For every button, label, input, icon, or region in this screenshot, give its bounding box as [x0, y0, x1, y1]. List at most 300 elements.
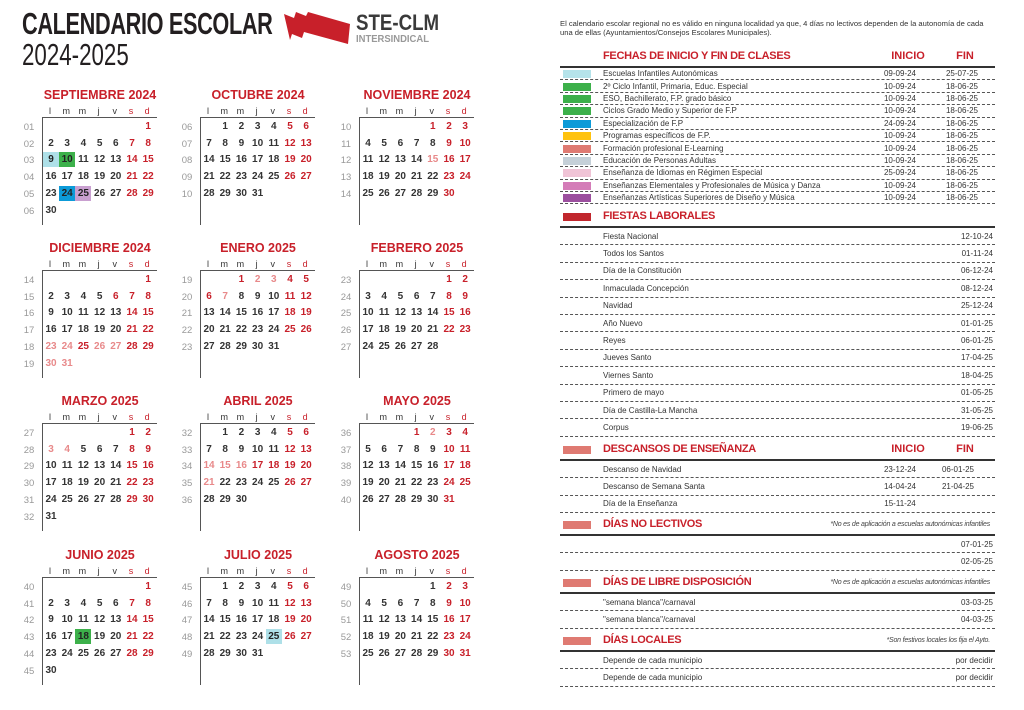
calendar-day[interactable]: 22: [142, 324, 154, 336]
calendar-day[interactable]: 2: [238, 581, 245, 592]
calendar-day[interactable]: 13: [394, 154, 406, 166]
calendar-day[interactable]: 27: [300, 631, 312, 643]
calendar-day[interactable]: 15: [427, 154, 439, 166]
calendar-day[interactable]: 2: [145, 427, 151, 438]
calendar-day[interactable]: 12: [362, 460, 374, 472]
calendar-day[interactable]: 27: [94, 493, 106, 505]
calendar-day[interactable]: 13: [300, 443, 312, 455]
calendar-day[interactable]: 15: [142, 307, 154, 319]
calendar-day[interactable]: 30: [235, 493, 247, 505]
calendar-day[interactable]: 6: [206, 290, 212, 302]
calendar-day[interactable]: 4: [462, 427, 468, 438]
calendar-day[interactable]: 25: [268, 171, 280, 183]
calendar-day[interactable]: 24: [61, 340, 73, 352]
calendar-day[interactable]: 16: [235, 614, 247, 626]
calendar-day[interactable]: 12: [300, 290, 312, 302]
calendar-day[interactable]: 30: [142, 493, 154, 505]
calendar-day[interactable]: 5: [96, 597, 103, 609]
calendar-day[interactable]: 21: [394, 477, 406, 489]
calendar-day[interactable]: 21: [203, 477, 215, 489]
calendar-day[interactable]: 26: [94, 340, 106, 352]
calendar-day[interactable]: 14: [394, 460, 406, 472]
calendar-day[interactable]: 17: [45, 477, 57, 489]
calendar-day[interactable]: 27: [394, 647, 406, 659]
calendar-day[interactable]: 16: [235, 460, 247, 472]
calendar-day[interactable]: 7: [413, 137, 420, 149]
calendar-day[interactable]: 6: [96, 443, 103, 455]
calendar-day[interactable]: 12: [94, 307, 106, 319]
calendar-day[interactable]: 5: [365, 443, 371, 455]
calendar-day[interactable]: 16: [45, 324, 57, 336]
calendar-day[interactable]: 9: [430, 443, 436, 455]
calendar-day[interactable]: 24: [443, 477, 455, 489]
calendar-day[interactable]: 29: [142, 340, 154, 352]
calendar-day[interactable]: 20: [300, 460, 312, 472]
calendar-day[interactable]: 3: [365, 290, 371, 302]
calendar-day[interactable]: 5: [96, 290, 103, 302]
calendar-day[interactable]: 6: [303, 427, 309, 438]
calendar-day[interactable]: 18: [268, 460, 280, 472]
calendar-day[interactable]: 12: [378, 614, 390, 626]
calendar-day[interactable]: 25: [362, 187, 374, 199]
calendar-day[interactable]: 25: [77, 647, 89, 659]
calendar-day[interactable]: 23: [45, 647, 57, 659]
calendar-day[interactable]: 13: [110, 154, 122, 166]
calendar-day[interactable]: 3: [254, 121, 261, 132]
calendar-day[interactable]: 8: [413, 443, 420, 455]
calendar-day[interactable]: 3: [462, 121, 468, 132]
calendar-day[interactable]: 30: [252, 340, 264, 352]
calendar-day[interactable]: 11: [284, 290, 296, 302]
calendar-day[interactable]: 4: [64, 443, 70, 455]
calendar-day[interactable]: 17: [61, 171, 73, 183]
calendar-day[interactable]: 9: [446, 137, 452, 149]
calendar-day[interactable]: 11: [378, 307, 390, 319]
calendar-day[interactable]: 27: [203, 340, 215, 352]
calendar-day[interactable]: 8: [129, 443, 135, 455]
calendar-day[interactable]: 3: [64, 290, 70, 302]
calendar-day[interactable]: 10: [459, 597, 471, 609]
calendar-day[interactable]: 15: [411, 460, 423, 472]
calendar-day[interactable]: 6: [113, 137, 119, 149]
calendar-day[interactable]: 5: [381, 597, 387, 609]
calendar-day[interactable]: 28: [203, 493, 215, 505]
calendar-day[interactable]: 11: [78, 154, 89, 166]
calendar-day[interactable]: 9: [48, 614, 54, 626]
calendar-day[interactable]: 28: [126, 340, 138, 352]
calendar-day[interactable]: 7: [129, 597, 135, 609]
calendar-day[interactable]: 29: [219, 647, 231, 659]
calendar-day[interactable]: 21: [219, 324, 231, 336]
calendar-day[interactable]: 15: [219, 614, 231, 626]
calendar-day[interactable]: 12: [94, 614, 106, 626]
calendar-day[interactable]: 28: [203, 187, 215, 199]
calendar-day[interactable]: 28: [126, 187, 138, 199]
calendar-day[interactable]: 30: [45, 664, 57, 676]
calendar-day[interactable]: 16: [443, 154, 455, 166]
calendar-day[interactable]: 29: [411, 493, 423, 505]
calendar-day[interactable]: 8: [430, 597, 436, 609]
calendar-day[interactable]: 20: [378, 477, 390, 489]
calendar-day[interactable]: 13: [94, 460, 106, 472]
calendar-day[interactable]: 5: [287, 581, 293, 592]
calendar-day[interactable]: 4: [80, 137, 87, 149]
calendar-day[interactable]: 7: [206, 443, 212, 455]
calendar-day[interactable]: 10: [252, 443, 264, 455]
calendar-day[interactable]: 24: [59, 186, 75, 201]
calendar-day[interactable]: 8: [446, 290, 452, 302]
calendar-day[interactable]: 3: [64, 597, 70, 609]
calendar-day[interactable]: 30: [235, 647, 247, 659]
calendar-day[interactable]: 17: [459, 614, 471, 626]
calendar-day[interactable]: 25: [266, 629, 282, 644]
calendar-day[interactable]: 22: [235, 324, 247, 336]
calendar-day[interactable]: 8: [145, 137, 151, 149]
calendar-day[interactable]: 10: [252, 137, 264, 149]
calendar-day[interactable]: 1: [129, 427, 135, 438]
calendar-day[interactable]: 11: [362, 614, 374, 626]
calendar-day[interactable]: 10: [61, 614, 73, 626]
calendar-day[interactable]: 19: [94, 171, 106, 183]
calendar-day[interactable]: 26: [378, 647, 390, 659]
calendar-day[interactable]: 3: [254, 427, 261, 438]
calendar-day[interactable]: 17: [362, 324, 374, 336]
calendar-day[interactable]: 29: [142, 187, 154, 199]
calendar-day[interactable]: 9: [238, 443, 245, 455]
calendar-day[interactable]: 26: [94, 187, 106, 199]
calendar-day[interactable]: 31: [268, 340, 280, 352]
calendar-day[interactable]: 28: [394, 493, 406, 505]
calendar-day[interactable]: 29: [427, 187, 439, 199]
calendar-day[interactable]: 28: [110, 493, 122, 505]
calendar-day[interactable]: 23: [235, 631, 247, 643]
calendar-day[interactable]: 7: [206, 597, 212, 609]
calendar-day[interactable]: 20: [411, 324, 423, 336]
calendar-day[interactable]: 23: [459, 324, 471, 336]
calendar-day[interactable]: 16: [459, 307, 471, 319]
calendar-day[interactable]: 23: [427, 477, 439, 489]
calendar-day[interactable]: 15: [427, 614, 439, 626]
calendar-day[interactable]: 21: [411, 171, 423, 183]
calendar-day[interactable]: 8: [145, 290, 151, 302]
calendar-day[interactable]: 8: [145, 597, 151, 609]
calendar-day[interactable]: 15: [443, 307, 455, 319]
calendar-day[interactable]: 18: [77, 324, 89, 336]
calendar-day[interactable]: 12: [284, 443, 296, 455]
calendar-day[interactable]: 24: [268, 324, 280, 336]
calendar-day[interactable]: 21: [110, 477, 122, 489]
calendar-day[interactable]: 16: [443, 614, 455, 626]
calendar-day[interactable]: 1: [145, 121, 151, 132]
calendar-day[interactable]: 26: [394, 340, 406, 352]
calendar-day[interactable]: 25: [77, 340, 89, 352]
calendar-day[interactable]: 20: [394, 631, 406, 643]
calendar-day[interactable]: 22: [142, 631, 154, 643]
calendar-day[interactable]: 27: [300, 477, 312, 489]
calendar-day[interactable]: 5: [381, 137, 387, 149]
calendar-day[interactable]: 10: [45, 460, 57, 472]
calendar-day[interactable]: 15: [142, 154, 154, 166]
calendar-day[interactable]: 14: [219, 307, 231, 319]
calendar-day[interactable]: 11: [61, 460, 73, 472]
calendar-day[interactable]: 3: [462, 581, 468, 592]
calendar-day[interactable]: 31: [61, 357, 73, 369]
calendar-day[interactable]: 24: [61, 647, 73, 659]
calendar-day[interactable]: 24: [252, 171, 264, 183]
calendar-day[interactable]: 23: [45, 340, 57, 352]
calendar-day[interactable]: 30: [45, 357, 57, 369]
calendar-day[interactable]: 10: [252, 597, 264, 609]
calendar-day[interactable]: 17: [252, 614, 264, 626]
calendar-day[interactable]: 2: [48, 137, 54, 149]
calendar-day[interactable]: 19: [300, 307, 312, 319]
calendar-day[interactable]: 17: [61, 324, 73, 336]
calendar-day[interactable]: 22: [427, 171, 439, 183]
calendar-day[interactable]: 29: [235, 340, 247, 352]
calendar-day[interactable]: 8: [238, 290, 245, 302]
calendar-day[interactable]: 22: [219, 631, 231, 643]
calendar-day[interactable]: 17: [252, 460, 264, 472]
calendar-day[interactable]: 28: [126, 647, 138, 659]
calendar-day[interactable]: 5: [397, 290, 404, 302]
calendar-day[interactable]: 4: [287, 274, 293, 285]
calendar-day[interactable]: 23: [252, 324, 264, 336]
calendar-day[interactable]: 23: [142, 477, 154, 489]
calendar-day[interactable]: 11: [459, 443, 471, 455]
calendar-day[interactable]: 19: [284, 154, 296, 166]
calendar-day[interactable]: 6: [413, 290, 420, 302]
calendar-day[interactable]: 16: [45, 171, 57, 183]
calendar-day[interactable]: 30: [427, 493, 439, 505]
calendar-day[interactable]: 17: [459, 154, 471, 166]
calendar-day[interactable]: 27: [110, 187, 122, 199]
calendar-day[interactable]: 28: [219, 340, 231, 352]
calendar-day[interactable]: 25: [284, 324, 296, 336]
calendar-day[interactable]: 1: [222, 581, 228, 592]
calendar-day[interactable]: 19: [94, 631, 106, 643]
calendar-day[interactable]: 24: [252, 631, 264, 643]
calendar-day[interactable]: 22: [427, 631, 439, 643]
calendar-day[interactable]: 26: [284, 477, 296, 489]
calendar-day[interactable]: 29: [142, 647, 154, 659]
calendar-day[interactable]: 26: [300, 324, 312, 336]
calendar-day[interactable]: 14: [427, 307, 439, 319]
calendar-day[interactable]: 29: [126, 493, 138, 505]
calendar-day[interactable]: 1: [446, 274, 452, 285]
calendar-day[interactable]: 15: [235, 307, 247, 319]
calendar-day[interactable]: 25: [268, 477, 280, 489]
calendar-day[interactable]: 7: [113, 443, 119, 455]
calendar-day[interactable]: 14: [203, 614, 215, 626]
calendar-day[interactable]: 18: [77, 171, 89, 183]
calendar-day[interactable]: 25: [75, 186, 91, 201]
calendar-day[interactable]: 9: [238, 597, 245, 609]
calendar-day[interactable]: 23: [45, 187, 57, 199]
calendar-day[interactable]: 24: [252, 477, 264, 489]
calendar-day[interactable]: 1: [145, 274, 151, 285]
calendar-day[interactable]: 16: [45, 631, 57, 643]
calendar-day[interactable]: 14: [411, 614, 423, 626]
calendar-day[interactable]: 12: [394, 307, 406, 319]
calendar-day[interactable]: 19: [394, 324, 406, 336]
calendar-day[interactable]: 2: [446, 121, 452, 132]
calendar-day[interactable]: 6: [303, 581, 309, 592]
calendar-day[interactable]: 25: [378, 340, 390, 352]
calendar-day[interactable]: 21: [126, 631, 138, 643]
calendar-day[interactable]: 16: [427, 460, 439, 472]
calendar-day[interactable]: 18: [75, 629, 91, 644]
calendar-day[interactable]: 10: [268, 290, 280, 302]
calendar-day[interactable]: 4: [381, 290, 387, 302]
calendar-day[interactable]: 10: [362, 307, 374, 319]
calendar-day[interactable]: 24: [459, 631, 471, 643]
calendar-day[interactable]: 14: [126, 614, 138, 626]
calendar-day[interactable]: 6: [397, 597, 404, 609]
calendar-day[interactable]: 25: [459, 477, 471, 489]
calendar-day[interactable]: 15: [219, 154, 231, 166]
calendar-day[interactable]: 10: [459, 137, 471, 149]
calendar-day[interactable]: 10: [59, 152, 75, 167]
calendar-day[interactable]: 17: [61, 631, 73, 643]
calendar-day[interactable]: 7: [206, 137, 212, 149]
calendar-day[interactable]: 26: [284, 631, 296, 643]
calendar-day[interactable]: 2: [446, 581, 452, 592]
calendar-day[interactable]: 7: [430, 290, 436, 302]
calendar-day[interactable]: 12: [77, 460, 89, 472]
calendar-day[interactable]: 5: [303, 274, 309, 285]
calendar-day[interactable]: 6: [113, 597, 119, 609]
calendar-day[interactable]: 15: [126, 460, 138, 472]
calendar-day[interactable]: 9: [446, 597, 452, 609]
calendar-day[interactable]: 9: [462, 290, 468, 302]
calendar-day[interactable]: 6: [381, 443, 387, 455]
calendar-day[interactable]: 11: [268, 443, 280, 455]
calendar-day[interactable]: 4: [271, 427, 277, 438]
calendar-day[interactable]: 23: [443, 171, 455, 183]
calendar-day[interactable]: 11: [78, 614, 89, 626]
calendar-day[interactable]: 5: [287, 427, 293, 438]
calendar-day[interactable]: 4: [271, 121, 277, 132]
calendar-day[interactable]: 10: [443, 443, 455, 455]
calendar-day[interactable]: 10: [61, 307, 73, 319]
calendar-day[interactable]: 26: [378, 187, 390, 199]
calendar-day[interactable]: 22: [443, 324, 455, 336]
calendar-day[interactable]: 27: [110, 647, 122, 659]
calendar-day[interactable]: 3: [48, 443, 54, 455]
calendar-day[interactable]: 8: [222, 597, 228, 609]
calendar-day[interactable]: 22: [411, 477, 423, 489]
calendar-day[interactable]: 24: [45, 493, 57, 505]
calendar-day[interactable]: 15: [142, 614, 154, 626]
calendar-day[interactable]: 11: [78, 307, 89, 319]
calendar-day[interactable]: 19: [378, 171, 390, 183]
calendar-day[interactable]: 1: [430, 581, 436, 592]
calendar-day[interactable]: 16: [235, 154, 247, 166]
calendar-day[interactable]: 19: [378, 631, 390, 643]
calendar-day[interactable]: 22: [142, 171, 154, 183]
calendar-day[interactable]: 20: [203, 324, 215, 336]
calendar-day[interactable]: 16: [142, 460, 154, 472]
calendar-day[interactable]: 31: [459, 647, 471, 659]
calendar-day[interactable]: 1: [430, 121, 436, 132]
calendar-day[interactable]: 2: [462, 274, 468, 285]
calendar-day[interactable]: 5: [287, 121, 293, 132]
calendar-day[interactable]: 11: [362, 154, 374, 166]
calendar-day[interactable]: 4: [80, 290, 87, 302]
calendar-day[interactable]: 20: [110, 631, 122, 643]
calendar-day[interactable]: 18: [362, 171, 374, 183]
calendar-day[interactable]: 6: [113, 290, 119, 302]
calendar-day[interactable]: 28: [411, 647, 423, 659]
calendar-day[interactable]: 1: [413, 427, 420, 438]
calendar-day[interactable]: 9: [238, 137, 245, 149]
calendar-day[interactable]: 19: [94, 324, 106, 336]
calendar-day[interactable]: 25: [61, 493, 73, 505]
calendar-day[interactable]: 21: [126, 171, 138, 183]
calendar-day[interactable]: 1: [222, 427, 228, 438]
calendar-day[interactable]: 20: [110, 171, 122, 183]
calendar-day[interactable]: 20: [110, 324, 122, 336]
calendar-day[interactable]: 6: [303, 121, 309, 132]
calendar-day[interactable]: 12: [284, 137, 296, 149]
calendar-day[interactable]: 26: [362, 493, 374, 505]
calendar-day[interactable]: 18: [284, 307, 296, 319]
calendar-day[interactable]: 12: [94, 154, 106, 166]
calendar-day[interactable]: 19: [284, 460, 296, 472]
calendar-day[interactable]: 31: [443, 493, 455, 505]
calendar-day[interactable]: 21: [411, 631, 423, 643]
calendar-day[interactable]: 14: [203, 154, 215, 166]
calendar-day[interactable]: 30: [235, 187, 247, 199]
calendar-day[interactable]: 11: [268, 597, 280, 609]
calendar-day[interactable]: 12: [284, 597, 296, 609]
calendar-day[interactable]: 20: [300, 154, 312, 166]
calendar-day[interactable]: 14: [203, 460, 215, 472]
calendar-day[interactable]: 17: [443, 460, 455, 472]
calendar-day[interactable]: 2: [430, 427, 436, 438]
calendar-day[interactable]: 9: [145, 443, 151, 455]
calendar-day[interactable]: 27: [300, 171, 312, 183]
calendar-day[interactable]: 29: [219, 493, 231, 505]
calendar-day[interactable]: 3: [254, 581, 261, 592]
calendar-day[interactable]: 18: [459, 460, 471, 472]
calendar-day[interactable]: 12: [378, 154, 390, 166]
calendar-day[interactable]: 31: [252, 647, 264, 659]
calendar-day[interactable]: 11: [268, 137, 280, 149]
calendar-day[interactable]: 14: [411, 154, 423, 166]
calendar-day[interactable]: 13: [394, 614, 406, 626]
calendar-day[interactable]: 26: [284, 171, 296, 183]
calendar-day[interactable]: 13: [110, 307, 122, 319]
calendar-day[interactable]: 30: [443, 187, 455, 199]
calendar-day[interactable]: 17: [268, 307, 280, 319]
calendar-day[interactable]: 21: [203, 631, 215, 643]
calendar-day[interactable]: 8: [430, 137, 436, 149]
calendar-day[interactable]: 24: [362, 340, 374, 352]
calendar-day[interactable]: 2: [238, 121, 245, 132]
calendar-day[interactable]: 20: [94, 477, 106, 489]
calendar-day[interactable]: 18: [268, 154, 280, 166]
calendar-day[interactable]: 21: [427, 324, 439, 336]
calendar-day[interactable]: 7: [397, 443, 404, 455]
calendar-day[interactable]: 29: [219, 187, 231, 199]
calendar-day[interactable]: 4: [80, 597, 87, 609]
calendar-day[interactable]: 18: [378, 324, 390, 336]
calendar-day[interactable]: 18: [268, 614, 280, 626]
calendar-day[interactable]: 19: [362, 477, 374, 489]
calendar-day[interactable]: 5: [80, 443, 87, 455]
calendar-day[interactable]: 21: [126, 324, 138, 336]
